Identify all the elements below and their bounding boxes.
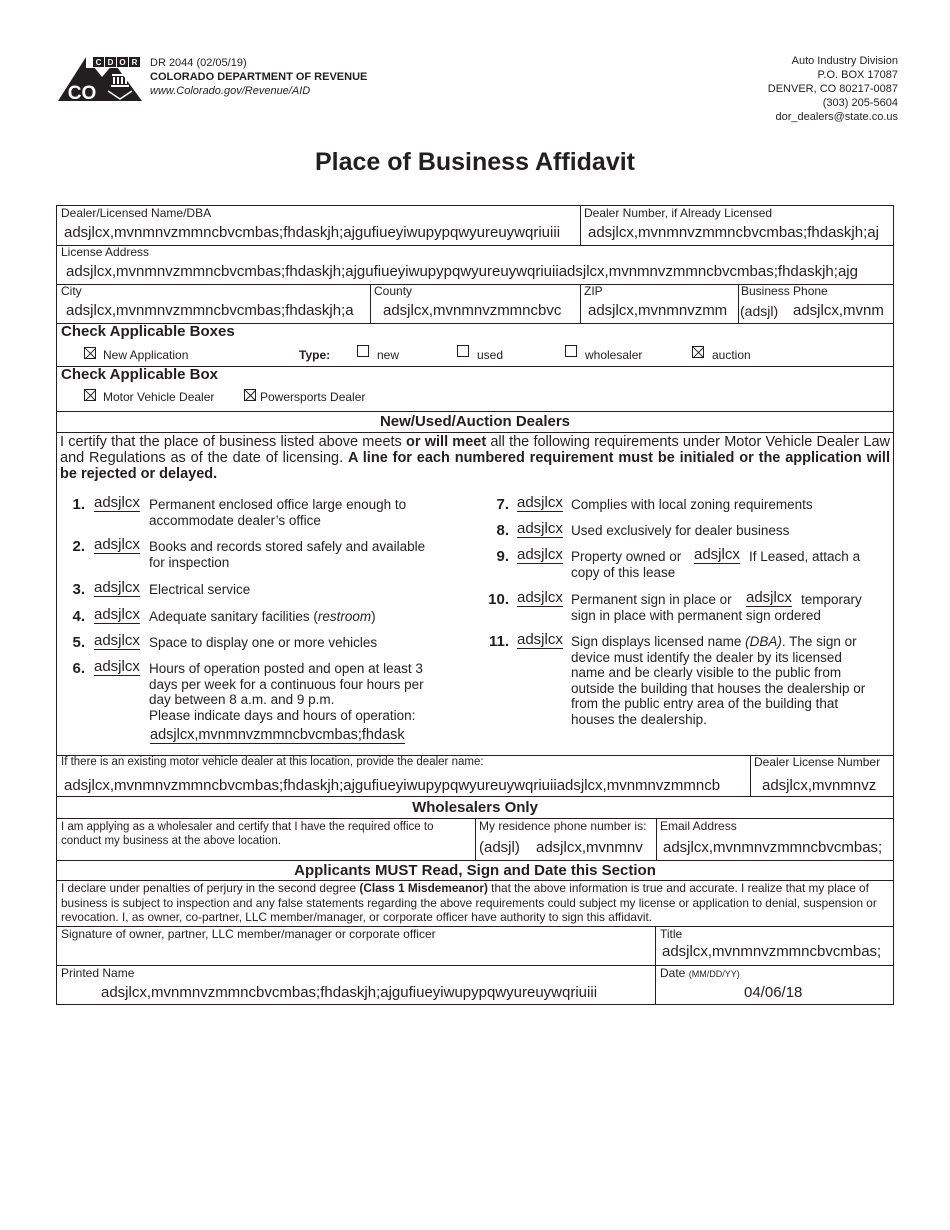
declaration-text: I declare under penalties of perjury in the second degree (Class 1 Misdemeanor) that the above information is true and accurate. I realize that my place of business is subject to inspection and any false statements regarding the above requirements could subject my license or application to denial, suspension or revocation. I, as owner, co-partner, LLC member/manager, or corporate officer have authority to sign this affidavit. xyxy=(61,881,877,924)
svg-text:R: R xyxy=(131,58,138,67)
title-label: Title xyxy=(660,927,683,941)
req3-text: Electrical service xyxy=(149,582,251,597)
req10-text-a: Permanent sign in place or xyxy=(571,592,732,607)
motor-vehicle-label: Motor Vehicle Dealer xyxy=(103,390,215,404)
req-number: 1. xyxy=(72,496,85,513)
req9-text-b: If Leased, attach a xyxy=(749,549,861,564)
req1-initials[interactable]: adsjlcx xyxy=(94,494,140,511)
wholesaler-statement: I am applying as a wholesaler and certify that I have the required office to conduct my business at the above location. xyxy=(61,821,434,847)
title-field[interactable]: adsjlcx,mvnmnvzmmncbvcmbas; xyxy=(662,943,882,960)
req-number: 8. xyxy=(496,522,509,539)
req3-initials[interactable]: adsjlcx xyxy=(94,579,140,596)
type-used-label: used xyxy=(477,348,504,362)
new-application-checkbox[interactable] xyxy=(84,347,96,359)
type-wholesaler-checkbox[interactable] xyxy=(565,345,577,357)
req9-lease-initials[interactable]: adsjlcx xyxy=(694,546,740,563)
date-label: Date (MM/DD/YY) xyxy=(660,966,740,980)
license-address-field[interactable]: adsjlcx,mvnmnvzmmncbvcmbas;fhdaskjh;ajgufiueyiwupypqwyureuywqriuiiadsjlcx,mvnmnvzmmncbvcmbas;fhdaskjh;ajg xyxy=(66,263,858,280)
zip-field[interactable]: adsjlcx,mvnmnvzmm xyxy=(588,302,728,319)
printed-name-field[interactable]: adsjlcx,mvnmnvzmmncbvcmbas;fhdaskjh;ajgufiueyiwupypqwyureuywqriuiii xyxy=(101,984,598,1001)
residence-phone-field[interactable]: adsjlcx,mvnmnv xyxy=(536,839,643,856)
business-phone-area[interactable]: (adsjl) xyxy=(740,303,779,319)
req6-initials[interactable]: adsjlcx xyxy=(94,658,140,675)
dealer-name-label: Dealer/Licensed Name/DBA xyxy=(61,206,212,220)
req9-text-a: Property owned or xyxy=(571,549,682,564)
req-number: 5. xyxy=(72,634,85,651)
sign-heading: Applicants MUST Read, Sign and Date this Section xyxy=(294,862,656,879)
motor-vehicle-checkbox[interactable] xyxy=(84,389,96,401)
type-used-checkbox[interactable] xyxy=(457,345,469,357)
req-number: 6. xyxy=(72,660,85,677)
city-label: City xyxy=(61,284,82,298)
license-address-label: License Address xyxy=(61,245,150,259)
req-number: 3. xyxy=(72,581,85,598)
date-field[interactable]: 04/06/18 xyxy=(744,984,803,1001)
existing-dealer-field[interactable]: adsjlcx,mvnmnvzmmncbvcmbas;fhdaskjh;ajgufiueyiwupypqwyureuywqriuiiadsjlcx,mvnmnvzmmncb xyxy=(64,777,721,794)
req-number: 2. xyxy=(72,538,85,555)
req-number: 4. xyxy=(72,608,85,625)
printed-name-label: Printed Name xyxy=(61,966,135,980)
req-number: 10. xyxy=(488,591,509,608)
hours-field[interactable]: adsjlcx,mvnmnvzmmncbvcmbas;fhdask xyxy=(150,727,405,743)
type-new-checkbox[interactable] xyxy=(357,345,369,357)
req11-text: Sign displays licensed name (DBA). The sign or device must identify the dealer by its licensed name and be clearly visible to the public from outside the building that houses the dealership or from the public entry area of the building that houses the dealership. xyxy=(571,634,866,727)
certify-paragraph: I certify that the place of business listed above meets or will meet all the following requirements under Motor Vehicle Dealer Law and Regulations as of the date of licensing. A line for each numbered requirement must be initialed or the application will be rejected or delayed. xyxy=(60,434,891,482)
req-number: 11. xyxy=(488,633,509,650)
division-email: dor_dealers@state.co.us xyxy=(775,111,898,123)
powersports-checkbox[interactable] xyxy=(244,389,256,401)
county-field[interactable]: adsjlcx,mvnmnvzmmncbvc xyxy=(383,302,562,319)
req8-initials[interactable]: adsjlcx xyxy=(517,520,563,537)
dealer-number-label: Dealer Number, if Already Licensed xyxy=(584,206,773,220)
req2-initials[interactable]: adsjlcx xyxy=(94,536,140,553)
check-box-heading: Check Applicable Box xyxy=(61,366,218,383)
business-phone-label: Business Phone xyxy=(741,284,828,298)
dealer-number-field[interactable]: adsjlcx,mvnmnvzmmncbvcmbas;fhdaskjh;aj xyxy=(588,224,879,241)
svg-text:O: O xyxy=(119,58,126,67)
form-number: DR 2044 (02/05/19) xyxy=(150,57,247,69)
residence-phone-label: My residence phone number is: xyxy=(479,819,647,833)
division-phone: (303) 205-5604 xyxy=(822,97,898,109)
svg-text:D: D xyxy=(107,58,114,67)
req5-initials[interactable]: adsjlcx xyxy=(94,632,140,649)
department-name: COLORADO DEPARTMENT OF REVENUE xyxy=(150,71,368,83)
req11-initials[interactable]: adsjlcx xyxy=(517,631,563,648)
city-state-zip: DENVER, CO 80217-0087 xyxy=(767,83,898,95)
existing-dealer-label: If there is an existing motor vehicle dealer at this location, provide the dealer name: xyxy=(61,756,484,768)
po-box: P.O. BOX 17087 xyxy=(817,69,898,81)
check-boxes-heading: Check Applicable Boxes xyxy=(61,323,235,340)
wholesalers-heading: Wholesalers Only xyxy=(412,799,538,816)
residence-phone-area[interactable]: (adsjl) xyxy=(479,839,520,856)
email-field[interactable]: adsjlcx,mvnmnvzmmncbvcmbas; xyxy=(663,839,883,856)
req10-text-b: temporary xyxy=(801,592,862,607)
svg-text:CO: CO xyxy=(67,83,97,103)
req2-text: Books and records stored safely and available for inspection xyxy=(149,539,426,570)
type-wholesaler-label: wholesaler xyxy=(585,348,643,362)
city-field[interactable]: adsjlcx,mvnmnvzmmncbvcmbas;fhdaskjh;a xyxy=(66,302,354,319)
powersports-label: Powersports Dealer xyxy=(260,390,366,404)
dealer-license-label: Dealer License Number xyxy=(754,755,881,769)
req10-text-c: sign in place with permanent sign ordered xyxy=(571,608,821,623)
req9-text-c: copy of this lease xyxy=(571,565,676,580)
new-used-heading: New/Used/Auction Dealers xyxy=(379,413,571,430)
req10-initials[interactable]: adsjlcx xyxy=(517,589,563,606)
type-new-label: new xyxy=(377,348,400,362)
req6-hours-prompt: Please indicate days and hours of operation: xyxy=(149,708,416,723)
page-title: Place of Business Affidavit xyxy=(315,148,635,176)
req8-text: Used exclusively for dealer business xyxy=(571,523,790,538)
division-name: Auto Industry Division xyxy=(791,55,898,67)
type-auction-label: auction xyxy=(712,348,751,362)
req5-text: Space to display one or more vehicles xyxy=(149,635,378,650)
signature-label: Signature of owner, partner, LLC member/manager or corporate officer xyxy=(61,927,436,941)
new-application-label: New Application xyxy=(103,348,189,362)
req9-initials[interactable]: adsjlcx xyxy=(517,546,563,563)
type-label: Type: xyxy=(299,348,331,362)
cdor-logo xyxy=(56,55,144,103)
business-phone-field[interactable]: adsjlcx,mvnm xyxy=(793,302,884,319)
affidavit-form xyxy=(56,205,894,1005)
dealer-name-field[interactable]: adsjlcx,mvnmnvzmmncbvcmbas;fhdaskjh;ajgufiueyiwupypqwyureuywqriuiii xyxy=(64,224,561,241)
dealer-license-field[interactable]: adsjlcx,mvnmnvz xyxy=(762,777,877,794)
zip-label: ZIP xyxy=(584,284,603,298)
svg-text:C: C xyxy=(95,58,102,67)
req4-initials[interactable]: adsjlcx xyxy=(94,606,140,623)
req1-text: Permanent enclosed office large enough to accommodate dealer’s office xyxy=(149,497,407,528)
req4-text: Adequate sanitary facilities (restroom) xyxy=(149,609,376,624)
email-label: Email Address xyxy=(660,819,737,833)
req10-temp-initials[interactable]: adsjlcx xyxy=(746,589,792,606)
req7-text: Complies with local zoning requirements xyxy=(571,497,813,512)
req7-initials[interactable]: adsjlcx xyxy=(517,494,563,511)
req-number: 7. xyxy=(496,496,509,513)
req-number: 9. xyxy=(496,548,509,565)
website: www.Colorado.gov/Revenue/AID xyxy=(150,85,311,97)
county-label: County xyxy=(374,284,413,298)
req6-text: Hours of operation posted and open at least 3 days per week for a continuous four hours per day between 8 a.m. and 9 p.m. xyxy=(149,661,424,707)
type-auction-checkbox[interactable] xyxy=(692,346,704,358)
